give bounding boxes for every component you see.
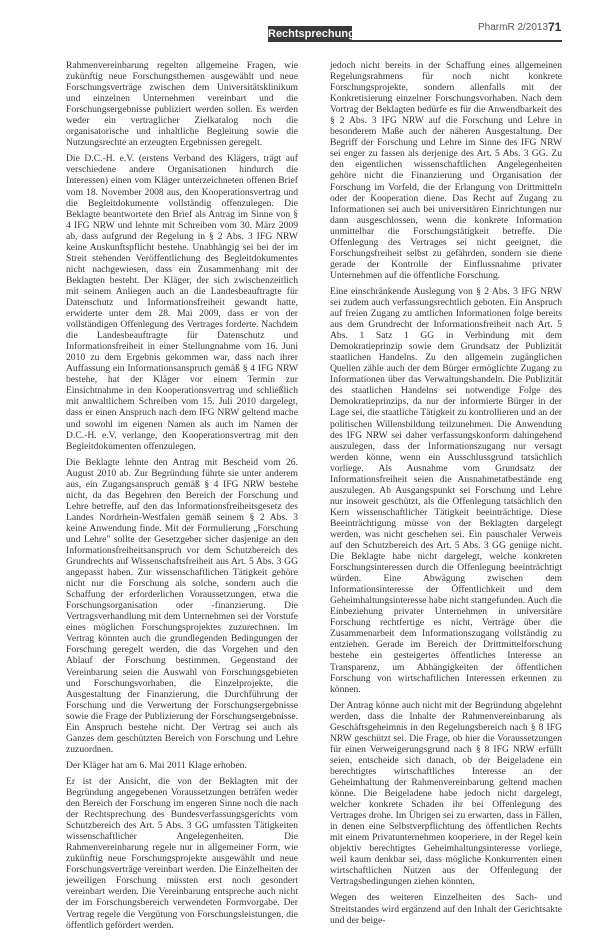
paragraph: Rahmenvereinbarung regelten allgemeine Fragen, wie zukünftig neue Forschungsthemen ausgewählt und neue Forschungsverträge zwischen dem Universitätsklinikum und einzelnen Unternehmen vereinbart und die Forschungsergebnisse publiziert werden sollen. Es werden weder ein vertraglicher Zielkatalog noch die organisatorische und inhaltliche Begleitung sowie die Nutzungsrechte an erzeugten Ergebnissen geregelt.: [66, 60, 298, 149]
paragraph: Der Antrag könne auch nicht mit der Begründung abgelehnt werden, dass die Inhalte der Rahmenvereinbarung als Geschäftsgeheimnis in den Regelungsbereich nach § 8 IFG NRW geschützt sei. Die Frage, ob hier die Voraussetzungen für einen Verweigerungsgrund nach § 8 IFG NRW erfüllt seien, entscheide sich danach, ob der Beigeladene ein berechtigtes wirtschaftliches Interesse an der Geheimhaltung der Rahmenvereinbarung geltend machen könne. Die Beigeladene habe jedoch nicht dargelegt, welcher konkrete Schaden ihr bei Offenlegung des Vertrages drohe. Im Übrigen sei zu erwarten, dass in Fällen, in denen eine Selbstverpflichtung des öffentlichen Rechts mit einem Privatunternehmen kooperiere, in der Regel kein objektiv berechtigtes Geheimhaltungsinteresse vorliege, weil kaum denkbar sei, dass mögliche Konkurrenten einen wirtschaftlichen Nutzen aus der Offenlegung der Vertragsbedingungen ziehen könnten.: [330, 699, 562, 888]
journal-issue: PharmR 2/2013: [478, 22, 549, 33]
right-column: [330, 60, 562, 931]
header-rule: [352, 40, 562, 42]
page-header: [0, 0, 602, 44]
page-number: 71: [548, 20, 562, 34]
paragraph: Eine einschränkende Auslegung von § 2 Abs. 3 IFG NRW sei zudem auch verfassungsrechtlich geboten. Ein Anspruch auf freien Zugang zu amtlichen Informationen folge bereits aus dem Grundrecht der Informationsfreiheit nach Art. 5 Abs. 1 Satz 1 GG in Verbindung mit dem Demokratieprinzip sowie dem Grundsatz der Publizität staatlichen Handelns. Zu den allgemein zugänglichen Quellen zähle auch der dem Bürger ermöglichte Zugang zu Informationen über das Verwaltungshandeln. Die Publizität des staatlichen Handelns sei notwendige Folge des Demokratieprinzips, da nur der informierte Bürger in der Lage sei, die staatliche Tätigkeit zu kontrollieren und an der politischen Willensbildung teilzunehmen. Die Anwendung des IFG NRW sei daher verfassungskonform dahingehend auszulegen, dass der Informationszugang nur versagt werden könne, wenn ein Ausschlussgrund tatsächlich vorliege. Als Ausnahme vom Grundsatz der Informationsfreiheit seien die Ausnahmetatbestände eng auszulegen. Ab Ausgangspunkt sei Forschung und Lehre nur insoweit geschützt, als die Offenlegung tatsächlich den Kern wissenschaftlicher Tätigkeit beeinträchtige. Diese Beeinträchtigung müsse von der Beklagten dargelegt werden, was nicht geschehen sei. Ein pauschaler Verweis auf den Schutzbereich des Art. 5 Abs. 3 GG genüge nicht. Die Beklagte habe nicht dargelegt, welche konkreten Forschungsinteressen durch die Offenlegung beeinträchtigt würden. Eine Abwägung zwischen dem Informationsinteresse der Öffentlichkeit und dem Geheimhaltungsinteresse habe nicht stattgefunden. Auch die Einbeziehung privater Unternehmen in universitäre Forschung rechtfertige es nicht, Verträge über die Zusammenarbeit dem Informationszugang vollständig zu entziehen. Gerade im Bereich der Drittmittelforschung bestehe ein gesteigertes öffentliches Interesse an Transparenz, um Abhängigkeiten der öffentlichen Forschung von wirtschaftlichen Interessen erkennen zu können.: [330, 285, 562, 695]
paragraph: jedoch nicht bereits in der Schaffung eines allgemeinen Regelungsrahmens für noch nicht konkrete Forschungsprojekte, sondern allenfalls mit der Konkretisierung einzelner Forschungsvorhaben. Nach dem Vortrag der Beklagten bedürfe es für die Anwendbarkeit des § 2 Abs. 3 IFG NRW auf die Forschung und Lehre in besonderem Maße auch der näheren Ausgestaltung. Der Begriff der Forschung und Lehre im Sinne des IFG NRW sei enger zu fassen als derjenige des Art. 5 Abs. 3 GG. Zu den eigentlichen wissenschaftlichen Angelegenheiten gehöre nicht die Finanzierung und Organisation der Forschung im Vorfeld, die der Erlangung von Drittmitteln oder der Kooperation diene. Das Recht auf Zugang zu Informationen sei auch bei universitären Einrichtungen nur dann ausgeschlossen, wenn die konkrete Information unmittelbar die Forschungstätigkeit betreffe. Die Offenlegung des Vertrages sei nicht geeignet, die Forschungsfreiheit selbst zu gefährden, sondern sie diene gerade der Kontrolle der Einflussnahme privater Unternehmen auf die öffentliche Forschung.: [330, 60, 562, 281]
section-rubric: Rechtsprechung: [268, 28, 355, 40]
paragraph: Wegen des weiteren Einzelheiten des Sach- und Streitstandes wird ergänzend auf den Inhalt der Gerichtsakte und der beige-: [330, 892, 562, 926]
left-column: [66, 60, 298, 936]
paragraph: Die Beklagte lehnte den Antrag mit Bescheid vom 26. August 2010 ab. Zur Begründung führte sie unter anderem aus, ein Zugangsanspruch gemäß § 4 IFG NRW bestehe nicht, da das Begehren den Bereich der Forschung und Lehre betreffe, auf den das Informationsfreiheitsgesetz des Landes Nordrhein-Westfalen gemäß seinem § 2 Abs. 3 keine Anwendung finde. Mit der Formulierung „Forschung und Lehre" sollte der Gesetzgeber sicher dasjenige an den Informationsfreiheitsanspruch vor dem Schutzbereich des Grundrechts auf Wissenschaftsfreiheit aus Art. 5 Abs. 3 GG angepasst haben. Zur wissenschaftlichen Tätigkeit gehöre nicht nur die Forschung als solche, sondern auch die Schaffung der erforderlichen Voraussetzungen, etwa die Forschungsorganisation oder -finanzierung. Die Vertragsverhandlung mit dem Unternehmen sei der Vorstufe eines möglichen Forschungsprojektes zuzurechnen. Im Vertrag könnten auch die grundlegenden Bedingungen der Forschung geregelt werden, die das Vorgehen und den Ablauf der Forschung bestimmen. Gegenstand der Vereinbarung seien die Auswahl von Forschungsgebieten und Forschungsvorhaben, die Einzelprojekte, die Ausgestaltung der Finanzierung, die Durchführung der Forschung und die Verwertung der Forschungsergebnisse sowie die Frage der Publizierung der Forschungsergebnisse. Ein Anspruch bestehe nicht. Der Vertrag sei auch als Ganzes dem geschützten Bereich von Forschung und Lehre zuzuordnen.: [66, 456, 298, 755]
paragraph: Der Kläger hat am 6. Mai 2011 Klage erhoben.: [66, 759, 247, 771]
paragraph: Die D.C.-H. e.V. (erstens Verband des Klägers, trägt auf verschiedene andere Organisationen hindurch die Interessen) einen vom Kläger unterzeichneten offenen Brief vom 18. November 2008 aus, den Kooperationsvertrag und die Begleitdokumente vollständig offenzulegen. Die Beklagte beantwortete den Brief als Antrag im Sinne von § 4 IFG NRW und lehnte mit Schreiben vom 30. März 2009 ab, dass aufgrund der Regelung in § 2 Abs. 3 IFG NRW keine Auskunftspflicht bestehe. Unabhängig sei bei der im Streit stehenden Veröffentlichung des Begleitdokumentes nicht nachgewiesen, dass ein Zusammenhang mit der Beklagten besteht. Der Kläger, der sich zwischenzeitlich mit seinem Anliegen auch an die Landesbeauftragte für Datenschutz und Informationsfreiheit gewandt hatte, erwiderte unter dem 28. Mai 2009, dass er von der vollständigen Offenlegung des Vertrages forderte. Nachdem die Landesbeauftragte für Datenschutz und Informationsfreiheit in einer Stellungnahme vom 16. Juni 2010 zu dem Ergebnis gekommen war, dass nach ihrer Auffassung ein Informationsanspruch gemäß § 4 IFG NRW bestehe, hat der Kläger vor einem Termin zur Einsichtnahme in den Kooperationsvertrag und schließlich mit anwaltlichem Schreiben vom 15. Juli 2010 dargelegt, dass er einen Anspruch nach dem IFG NRW geltend mache und sowohl im eigenen Namen als auch im Namen der D.C.-H. e.V. verlange, den Kooperationsvertrag mit den Begleitdokumenten offenzulegen.: [66, 153, 298, 452]
paragraph: Er ist der Ansicht, die von der Beklagten mit der Begründung angegebenen Voraussetzungen beträfen weder den Bereich der Forschung im engeren Sinne noch die nach der Rechtsprechung des Bundesverfassungsgerichts vom Schutzbereich des Art. 5 Abs. 3 GG umfassten Tätigkeiten wissenschaftlicher Angelegenheiten. Die Rahmenvereinbarung regele nur in allgemeiner Form, wie zukünftig neue Forschungsprojekte ausgewählt und neue Forschungsverträge vereinbart werden. Die Einzelheiten der jeweiligen Forschung müssten erst noch gesondert vereinbart werden. Die Vereinbarung entspreche auch nicht der im Forschungsbereich verwendeten Formvorgabe. Der Vertrag regele die Vergütung von Forschungsleistungen, die öffentlich gefördert werden.: [66, 775, 298, 931]
